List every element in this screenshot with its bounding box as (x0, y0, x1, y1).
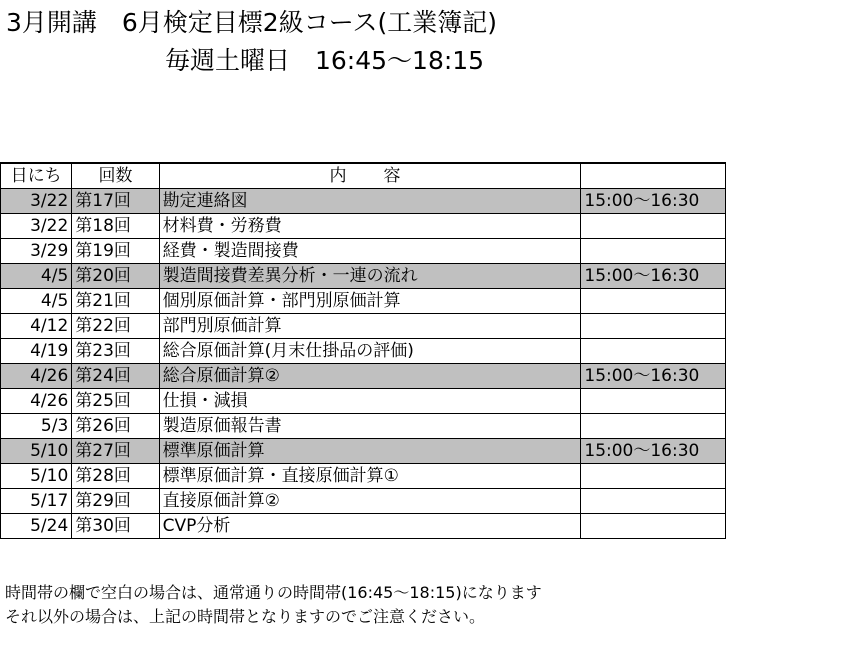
cell-date: 5/17 (1, 489, 72, 514)
cell-content: 材料費・労務費 (159, 214, 581, 239)
table-row (1, 439, 726, 464)
header-time (581, 163, 726, 189)
cell-content: 総合原価計算② (159, 364, 581, 389)
cell-date: 4/19 (1, 339, 72, 364)
cell-time (581, 464, 726, 489)
cell-time: 15:00～16:30 (581, 439, 726, 464)
cell-date: 5/10 (1, 439, 72, 464)
header-date: 日にち (1, 163, 72, 189)
cell-date: 4/26 (1, 364, 72, 389)
cell-content: 勘定連絡図 (159, 189, 581, 214)
cell-session: 第20回 (72, 264, 159, 289)
table-row (1, 364, 726, 389)
schedule-rows (1, 189, 726, 539)
header-session: 回数 (72, 163, 159, 189)
table-row (1, 264, 726, 289)
cell-session: 第18回 (72, 214, 159, 239)
cell-date: 3/22 (1, 214, 72, 239)
cell-content: CVP分析 (159, 514, 581, 539)
cell-session: 第21回 (72, 289, 159, 314)
cell-date: 4/26 (1, 389, 72, 414)
cell-date: 4/5 (1, 264, 72, 289)
cell-session: 第24回 (72, 364, 159, 389)
cell-time (581, 239, 726, 264)
note-line-1: 時間帯の欄で空白の場合は、通常通りの時間帯(16:45～18:15)になります (5, 583, 542, 602)
header-content: 内 容 (159, 163, 581, 189)
cell-content: 標準原価計算・直接原価計算① (159, 464, 581, 489)
cell-time (581, 214, 726, 239)
table-row (1, 514, 726, 539)
cell-session: 第26回 (72, 414, 159, 439)
table-row (1, 339, 726, 364)
cell-content: 経費・製造間接費 (159, 239, 581, 264)
cell-date: 4/5 (1, 289, 72, 314)
cell-time (581, 514, 726, 539)
cell-time (581, 339, 726, 364)
cell-session: 第29回 (72, 489, 159, 514)
cell-date: 4/12 (1, 314, 72, 339)
table-row (1, 489, 726, 514)
cell-date: 5/24 (1, 514, 72, 539)
cell-content: 個別原価計算・部門別原価計算 (159, 289, 581, 314)
cell-session: 第17回 (72, 189, 159, 214)
cell-time: 15:00～16:30 (581, 364, 726, 389)
cell-session: 第28回 (72, 464, 159, 489)
cell-content: 部門別原価計算 (159, 314, 581, 339)
cell-date: 5/3 (1, 414, 72, 439)
cell-time (581, 289, 726, 314)
cell-content: 直接原価計算② (159, 489, 581, 514)
note-line-2: それ以外の場合は、上記の時間帯となりますのでご注意ください。 (5, 607, 486, 626)
cell-session: 第30回 (72, 514, 159, 539)
cell-content: 製造原価報告書 (159, 414, 581, 439)
cell-time (581, 489, 726, 514)
table-row (1, 189, 726, 214)
cell-time: 15:00～16:30 (581, 189, 726, 214)
cell-time (581, 314, 726, 339)
cell-date: 5/10 (1, 464, 72, 489)
table-row (1, 464, 726, 489)
table-row (1, 414, 726, 439)
cell-session: 第23回 (72, 339, 159, 364)
cell-time: 15:00～16:30 (581, 264, 726, 289)
schedule-table (0, 162, 726, 539)
cell-session: 第22回 (72, 314, 159, 339)
table-row (1, 239, 726, 264)
cell-content: 製造間接費差異分析・一連の流れ (159, 264, 581, 289)
table-header-row (1, 163, 726, 189)
table-row (1, 214, 726, 239)
cell-content: 総合原価計算(月末仕掛品の評価) (159, 339, 581, 364)
cell-content: 仕損・減損 (159, 389, 581, 414)
cell-time (581, 414, 726, 439)
cell-session: 第25回 (72, 389, 159, 414)
cell-session: 第27回 (72, 439, 159, 464)
page-title: 3月開講 6月検定目標2級コース(工業簿記) (6, 8, 497, 37)
cell-time (581, 389, 726, 414)
cell-session: 第19回 (72, 239, 159, 264)
cell-date: 3/29 (1, 239, 72, 264)
page-subtitle: 毎週土曜日 16:45～18:15 (165, 46, 485, 75)
table-row (1, 389, 726, 414)
cell-content: 標準原価計算 (159, 439, 581, 464)
table-row (1, 289, 726, 314)
cell-date: 3/22 (1, 189, 72, 214)
table-row (1, 314, 726, 339)
